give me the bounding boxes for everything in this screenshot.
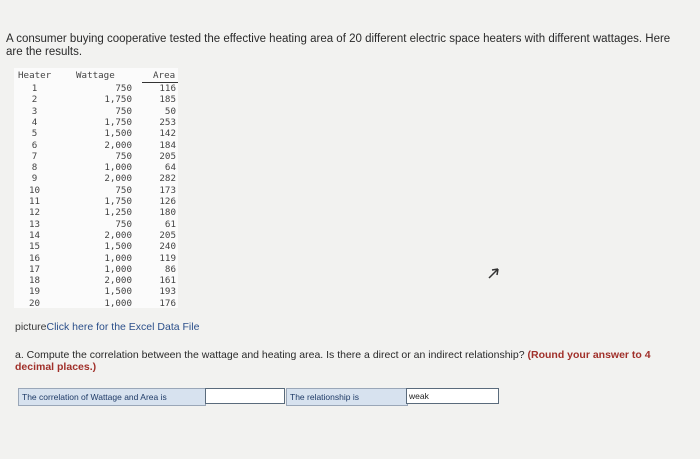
question-text: a. Compute the correlation between the wattage and heating area. Is there a direct or an indirect relationship? bbox=[15, 349, 525, 361]
cell-wattage: 1,500 bbox=[104, 128, 132, 140]
mouse-pointer-icon bbox=[488, 267, 500, 279]
table-row bbox=[14, 106, 178, 117]
cell-area: 119 bbox=[159, 252, 176, 264]
cell-wattage: 1,000 bbox=[104, 297, 132, 309]
cell-area: 126 bbox=[159, 196, 176, 207]
table-row bbox=[14, 264, 178, 275]
cell-wattage: 2,000 bbox=[104, 173, 132, 185]
cell-heater: 14 bbox=[28, 229, 41, 241]
table-row bbox=[14, 94, 178, 105]
cell-wattage: 750 bbox=[115, 184, 132, 196]
cell-wattage: 2,000 bbox=[104, 139, 132, 151]
cell-wattage: 1,000 bbox=[104, 252, 132, 264]
cell-heater: 11 bbox=[28, 196, 41, 207]
question-a bbox=[15, 349, 680, 373]
table-row bbox=[14, 140, 178, 151]
cell-area: 173 bbox=[159, 184, 176, 196]
cell-area: 176 bbox=[159, 297, 176, 309]
cell-area: 205 bbox=[159, 150, 176, 162]
cell-wattage: 1,750 bbox=[104, 116, 132, 128]
cell-area: 282 bbox=[159, 173, 176, 185]
cell-heater: 4 bbox=[31, 116, 38, 128]
table-header bbox=[14, 70, 178, 82]
cell-area: 180 bbox=[159, 207, 176, 219]
table-row bbox=[14, 128, 178, 139]
cell-wattage: 2,000 bbox=[104, 275, 132, 287]
cell-heater: 17 bbox=[28, 263, 41, 275]
cell-wattage: 1,000 bbox=[104, 162, 132, 174]
table-row bbox=[14, 298, 178, 309]
cell-wattage: 1,000 bbox=[104, 263, 132, 275]
cell-heater: 8 bbox=[31, 162, 38, 174]
cell-wattage: 750 bbox=[115, 105, 132, 117]
cell-wattage: 2,000 bbox=[104, 229, 132, 241]
cell-heater: 5 bbox=[31, 128, 38, 140]
cell-area: 64 bbox=[164, 162, 176, 174]
table-row bbox=[14, 230, 178, 241]
cell-wattage: 1,250 bbox=[104, 207, 132, 219]
cell-wattage: 750 bbox=[115, 83, 132, 94]
cell-area: 161 bbox=[159, 275, 176, 287]
answer-bar bbox=[18, 388, 498, 406]
cell-heater: 16 bbox=[28, 252, 41, 264]
excel-data-link[interactable]: Click here for the Excel Data File bbox=[46, 321, 200, 333]
table-row bbox=[14, 117, 178, 128]
table-row bbox=[14, 286, 178, 297]
data-table bbox=[14, 68, 178, 308]
cell-heater: 15 bbox=[28, 241, 41, 253]
table-row bbox=[14, 275, 178, 286]
cell-area: 253 bbox=[159, 116, 176, 128]
table-row bbox=[14, 173, 178, 184]
cell-heater: 12 bbox=[28, 207, 41, 219]
picture-label: picture bbox=[15, 321, 47, 333]
cell-wattage: 1,500 bbox=[104, 286, 132, 298]
cell-wattage: 750 bbox=[115, 150, 132, 162]
cell-heater: 18 bbox=[28, 275, 41, 287]
cell-heater: 1 bbox=[31, 83, 38, 94]
table-row bbox=[14, 185, 178, 196]
table-row bbox=[14, 83, 178, 94]
correlation-input[interactable] bbox=[205, 388, 285, 404]
table-row bbox=[14, 241, 178, 252]
table-row bbox=[14, 207, 178, 218]
cell-area: 240 bbox=[159, 241, 176, 253]
cell-heater: 9 bbox=[31, 173, 38, 185]
cell-wattage: 1,750 bbox=[104, 196, 132, 207]
correlation-label: The correlation of Wattage and Area is bbox=[18, 388, 206, 406]
cell-heater: 20 bbox=[28, 297, 41, 309]
cell-wattage: 750 bbox=[115, 218, 132, 230]
header-heater: Heater bbox=[18, 70, 52, 81]
cell-heater: 3 bbox=[31, 105, 38, 117]
table-row bbox=[14, 162, 178, 173]
table-row bbox=[14, 219, 178, 230]
cell-area: 116 bbox=[159, 83, 176, 94]
cell-area: 142 bbox=[159, 128, 176, 140]
cell-heater: 7 bbox=[31, 150, 38, 162]
table-row bbox=[14, 196, 178, 207]
cell-wattage: 1,500 bbox=[104, 241, 132, 253]
table-row bbox=[14, 253, 178, 264]
cell-area: 184 bbox=[159, 139, 176, 151]
rounding-instruction: (Round your answer to 4 decimal places.) bbox=[15, 349, 651, 373]
cell-area: 61 bbox=[164, 218, 176, 230]
cell-area: 185 bbox=[159, 94, 176, 106]
cell-heater: 19 bbox=[28, 286, 41, 298]
cell-area: 86 bbox=[164, 263, 176, 275]
cell-area: 50 bbox=[164, 105, 176, 117]
header-wattage: Wattage bbox=[76, 70, 115, 81]
cell-area: 193 bbox=[159, 286, 176, 298]
excel-link-row bbox=[15, 321, 199, 333]
header-area-label: Area bbox=[153, 70, 176, 81]
cell-heater: 13 bbox=[28, 218, 41, 230]
relationship-label: The relationship is bbox=[286, 388, 408, 406]
problem-intro: A consumer buying cooperative tested the effective heating area of 20 different electric space heaters with different wattages. Here are the results. bbox=[6, 33, 671, 58]
cell-heater: 6 bbox=[31, 139, 38, 151]
cell-heater: 10 bbox=[28, 184, 41, 196]
table-row bbox=[14, 151, 178, 162]
cell-heater: 2 bbox=[31, 94, 38, 106]
relationship-select[interactable]: weak bbox=[406, 388, 499, 404]
cell-wattage: 1,750 bbox=[104, 94, 132, 106]
cell-area: 205 bbox=[159, 229, 176, 241]
header-area bbox=[142, 70, 178, 83]
